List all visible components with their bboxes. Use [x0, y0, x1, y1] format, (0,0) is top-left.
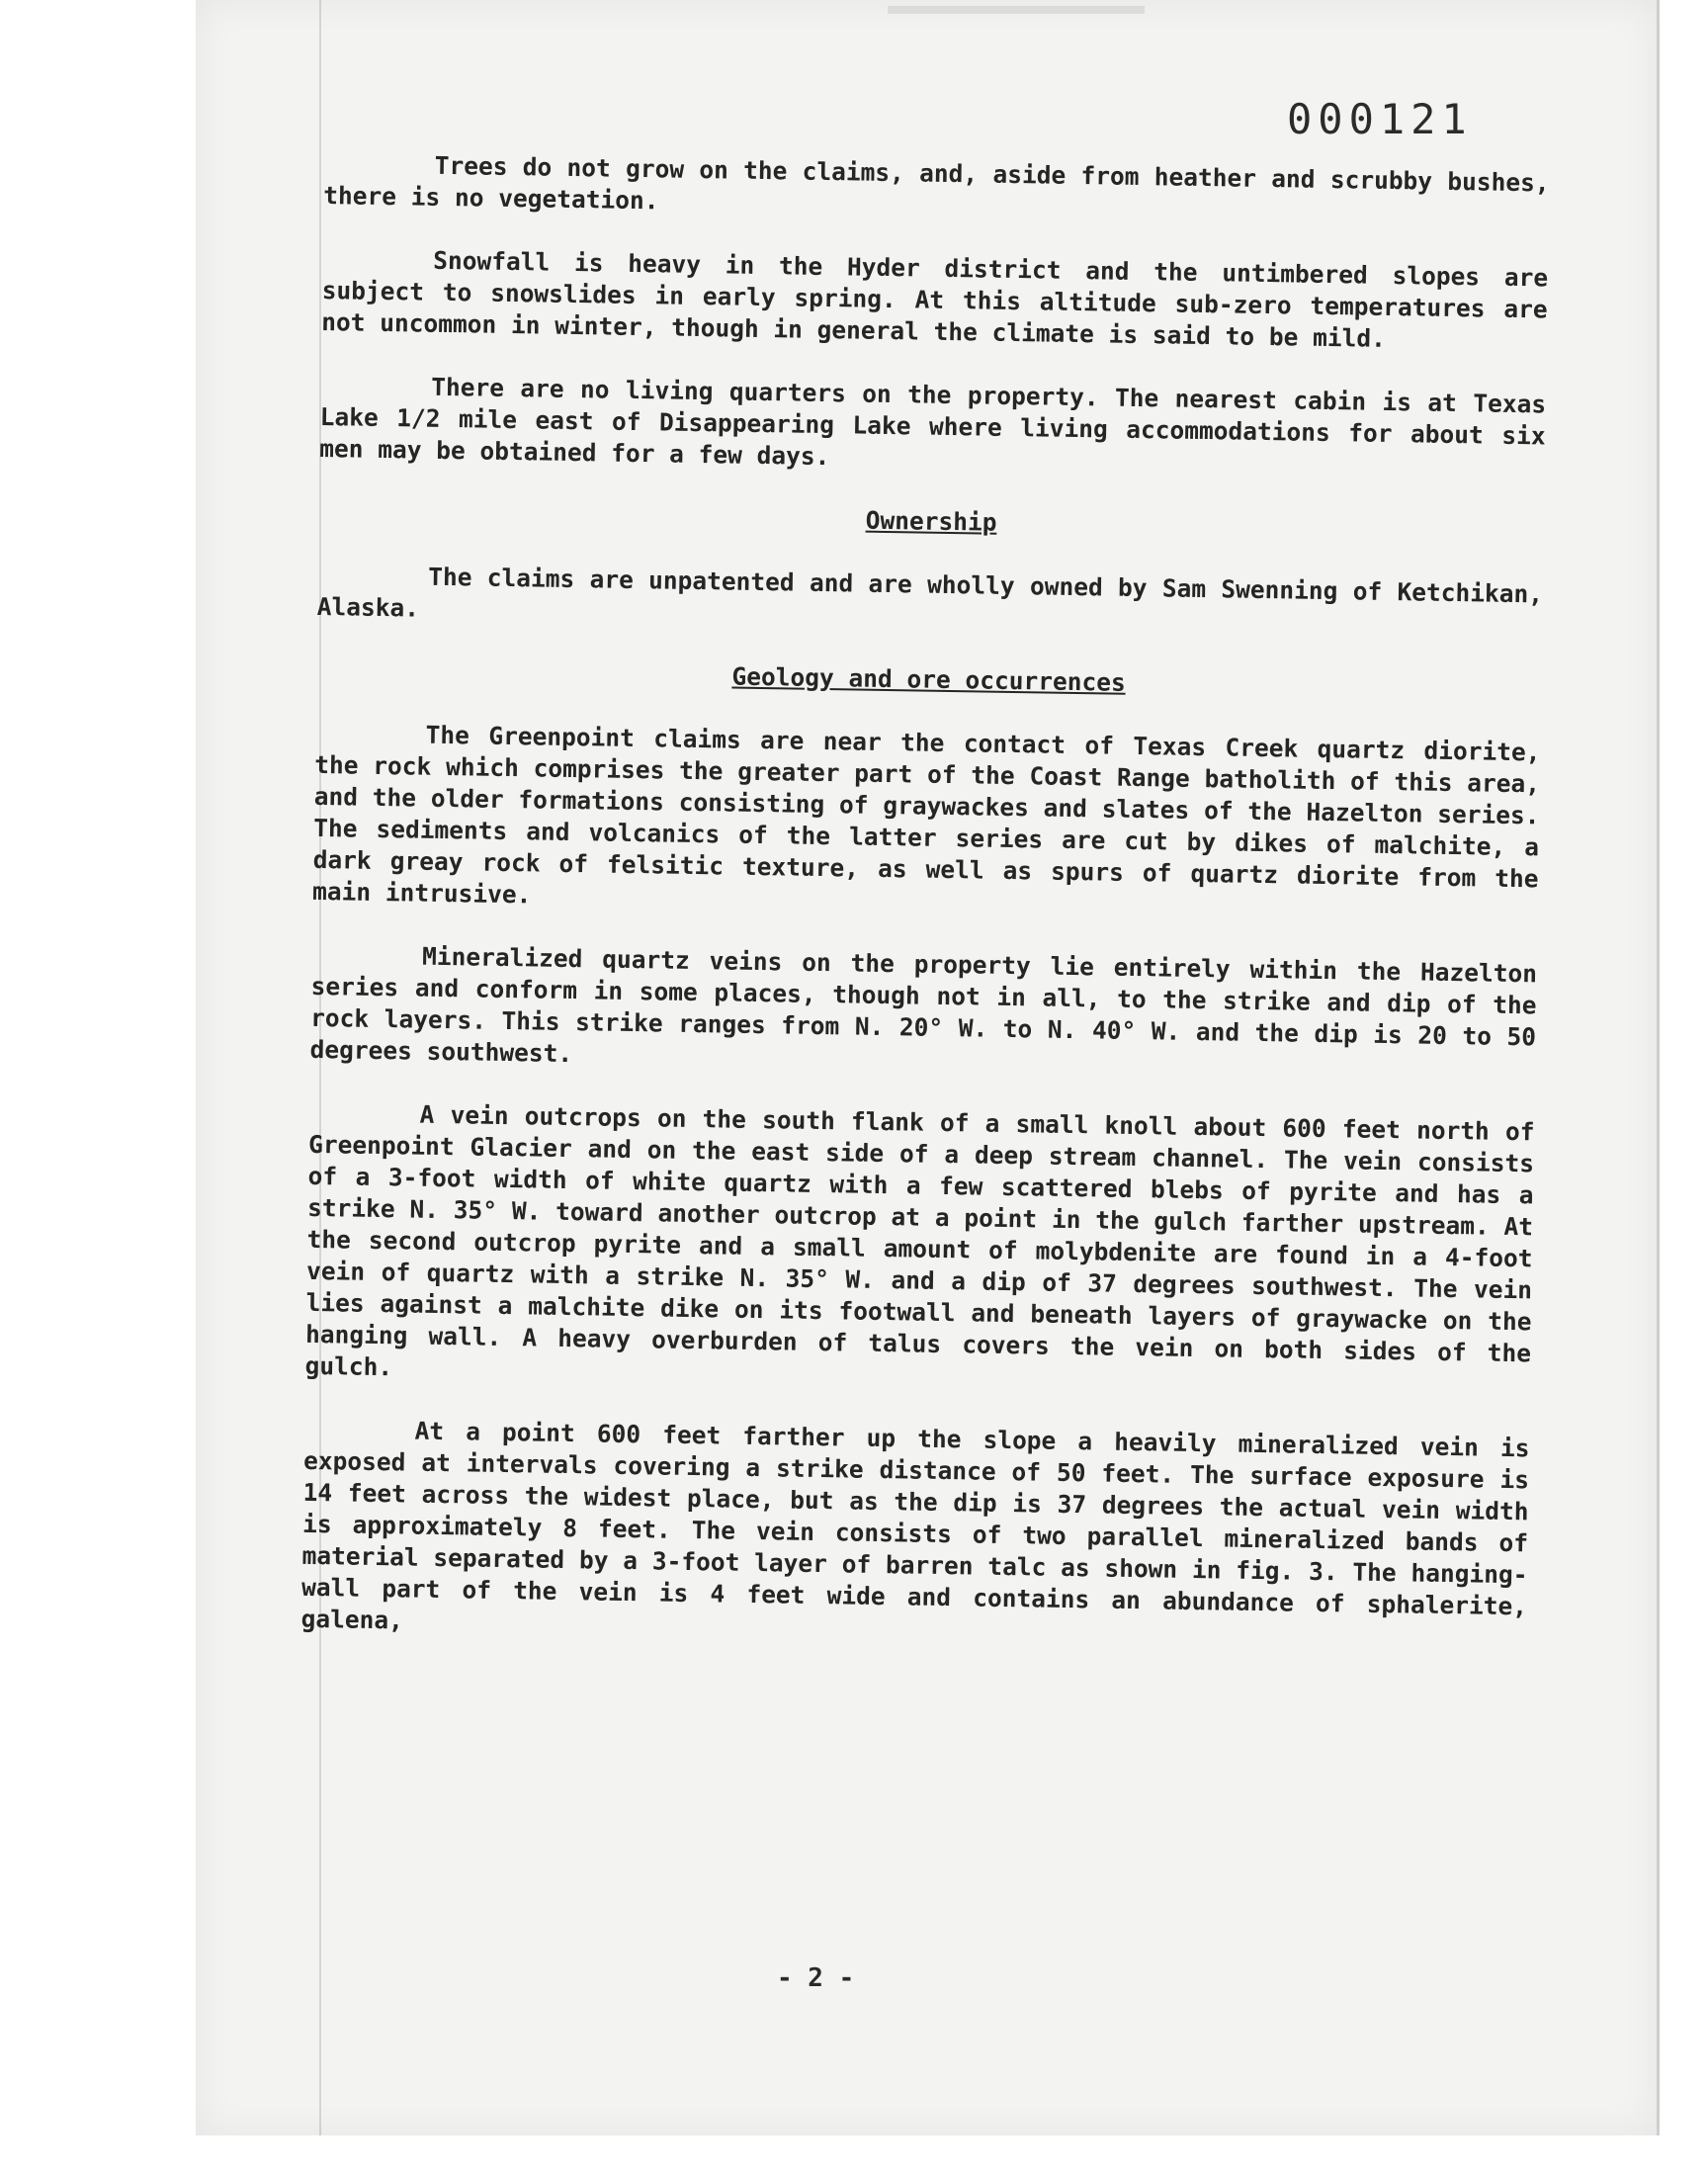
paragraph-ownership: The claims are unpatented and are wholly owned by Sam Swenning of Ketchikan, Alaska. — [316, 562, 1544, 623]
paragraph-vein-outcrop: A vein outcrops on the south flank of a small knoll about 600 feet north of Greenpoint Glacier and on the east side of a deep stream channel. The vein consists of a 3-foot width of white quartz with a few scattered blebs of pyrite and has a strike N. 35° W. toward another outcrop at a point in the gulch farther upstream. At the second outcrop pyrite and a small amount of molybdenite are found in a 4-foot vein of quartz with a strike N. 35° W. and a dip of 37 degrees southwest. The vein lies against a malchite dike on its footwall and beneath layers of graywacke on the hanging wall. A heavy overburden of talus covers the vein on both sides of the gulch. — [304, 1099, 1535, 1382]
page-number: - 2 - — [777, 1963, 855, 1993]
paragraph-mineralized-vein: At a point 600 feet farther up the slope a heavily mineralized vein is exposed at intervals covering a strike distance of 50 feet. The surface exposure is 14 feet across the widest place, but as the dip is 37 degrees the actual vein width is approximately 8 feet. The vein consists of two parallel mineralized bands of material separated by a 3-foot layer of barren talc as shown in fig. 3. The hanging-wall part of the vein is 4 feet wide and contains an abundance of sphalerite, galena, — [300, 1416, 1530, 1635]
paragraph-climate: Snowfall is heavy in the Hyder district and the untimbered slopes are subject to snowslides in early spring. At this altitude sub-zero temperatures are not uncommon in winter, though in general the climate is said to be mild. — [321, 245, 1549, 353]
paragraph-geology-contact: The Greenpoint claims are near the contact of Texas Creek quartz diorite, the rock which comprises the greater part of the Coast Range batholith of this area, and the older formations consisting of graywackes and slates of the Hazelton series. The sediments and volcanics of the latter series are cut by dikes of malchite, a dark greay rock of felsitic texture, as well as spurs of quartz diorite from the main intrusive. — [311, 720, 1541, 910]
heading-ownership: Ownership — [865, 505, 997, 537]
heading-geology: Geology and ore occurrences — [731, 661, 1126, 697]
document-body — [300, 148, 1550, 1686]
paragraph-vegetation: Trees do not grow on the claims, and, aside from heather and scrubby bushes, there is no vegetation. — [323, 150, 1550, 216]
paragraph-living-quarters: There are no living quarters on the property. The nearest cabin is at Texas Lake 1/2 mile east of Disappearing Lake where living accommodations for about six men may be obtained for a few days. — [319, 372, 1547, 472]
document-number-stamp: 000121 — [1287, 95, 1473, 143]
bleed-through-mark — [888, 6, 1145, 14]
paragraph-quartz-veins: Mineralized quartz veins on the property lie entirely within the Hazelton series and conform in some places, though not in all, to the strike and dip of the rock layers. This strike ranges from N. 20° W. to N. 40° W. and the dip is 20 to 50 degrees southwest. — [309, 941, 1538, 1069]
